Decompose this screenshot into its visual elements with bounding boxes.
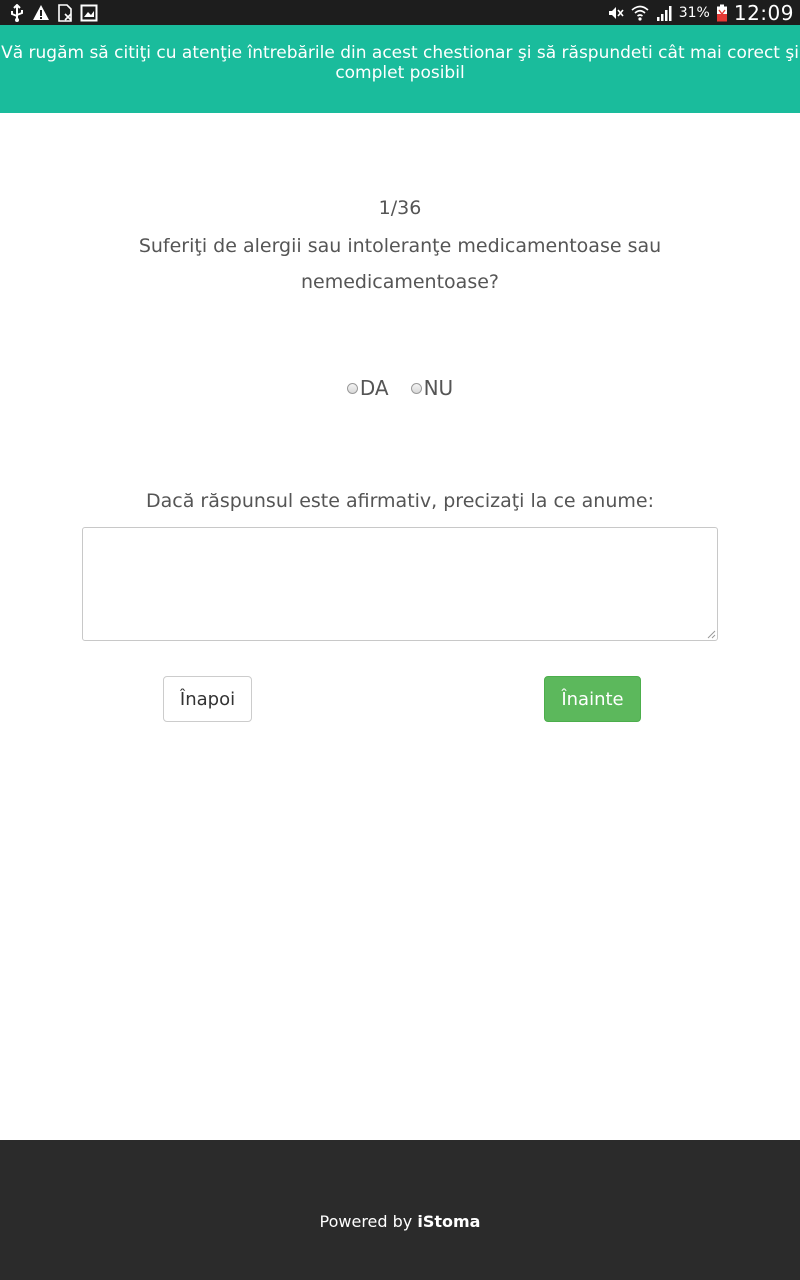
- warning-icon: [32, 4, 50, 22]
- answer-options: [0, 376, 800, 400]
- mute-icon: [607, 4, 625, 22]
- question-text: Suferiţi de alergii sau intoleranţe medicamentoase sau nemedicamentoase?: [138, 235, 662, 293]
- footer: [0, 1140, 800, 1280]
- detail-label: Dacă răspunsul este afirmativ, precizaţi la ce anume:: [146, 490, 654, 512]
- instructions-banner: [0, 25, 800, 113]
- status-bar: [0, 0, 800, 25]
- detail-textarea[interactable]: [82, 527, 718, 641]
- signal-icon: [655, 4, 673, 22]
- question-counter: 1/36: [378, 197, 422, 219]
- footer-text: [0, 1212, 800, 1231]
- radio-da[interactable]: [347, 383, 358, 394]
- battery-icon: [716, 4, 728, 22]
- back-button[interactable]: Înapoi: [163, 676, 252, 722]
- resize-grip-icon[interactable]: [707, 630, 716, 639]
- sim-off-icon: [56, 4, 74, 22]
- option-da-label: DA: [359, 376, 389, 400]
- status-left-icons: [8, 2, 98, 23]
- radio-nu[interactable]: [411, 383, 422, 394]
- battery-percent: 31%: [678, 4, 710, 21]
- option-nu[interactable]: [411, 376, 454, 400]
- footer-prefix: Powered by: [319, 1212, 418, 1231]
- option-da[interactable]: [347, 376, 389, 400]
- option-nu-label: NU: [423, 376, 454, 400]
- usb-icon: [8, 4, 26, 22]
- next-button[interactable]: Înainte: [544, 676, 641, 722]
- footer-brand[interactable]: iStoma: [417, 1212, 481, 1231]
- banner-text: Vă rugăm să citiţi cu atenţie întrebările din acest chestionar şi să răspundeti cât mai corect şi complet posibil: [1, 43, 799, 83]
- gallery-icon: [80, 4, 98, 22]
- clock: 12:09: [733, 0, 794, 25]
- wifi-icon: [631, 4, 649, 22]
- status-right-icons: [607, 0, 794, 25]
